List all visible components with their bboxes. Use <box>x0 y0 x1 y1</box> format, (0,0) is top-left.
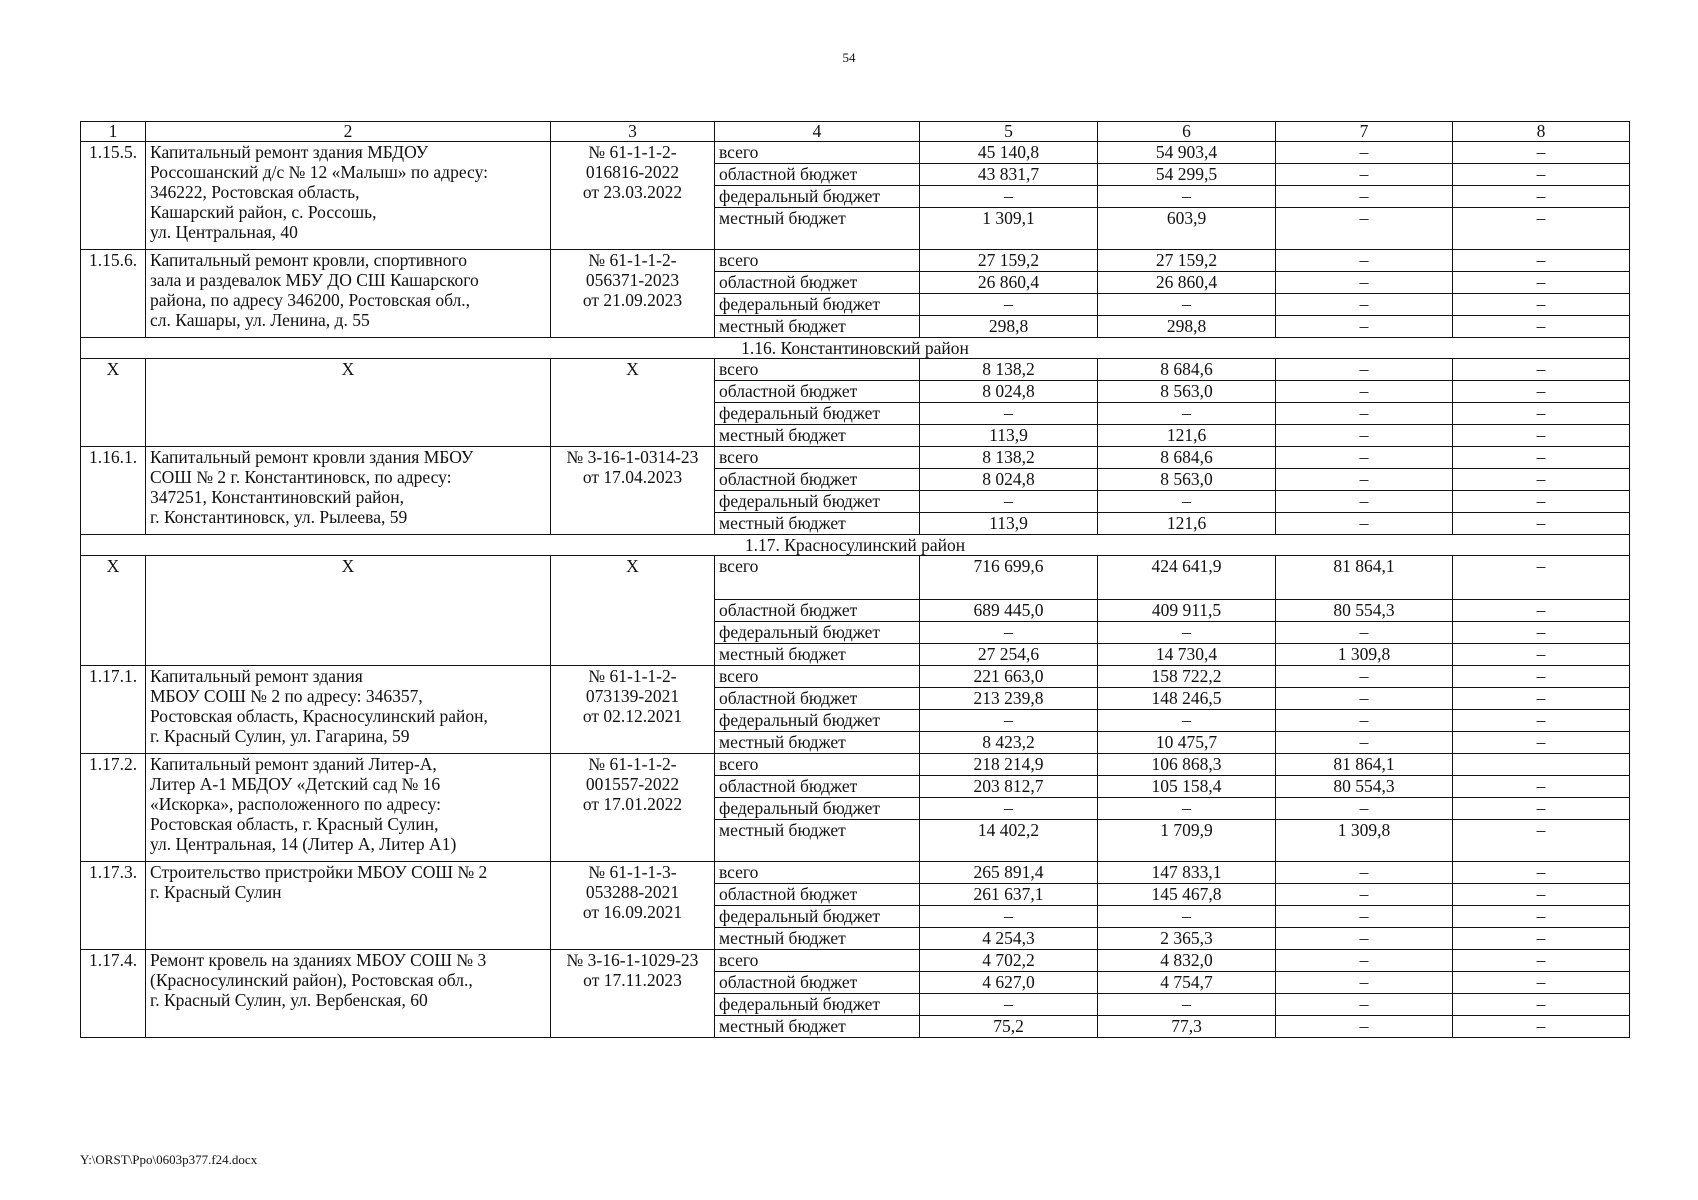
budget-source-label: всего <box>715 359 920 381</box>
budget-source-label: федеральный бюджет <box>715 491 920 513</box>
value-cell: – <box>1453 164 1630 186</box>
document-line: 073139-2021 <box>585 686 680 706</box>
value-cell: 26 860,4 <box>920 272 1098 294</box>
value-cell: 80 554,3 <box>1276 600 1453 622</box>
value-cell: – <box>1453 272 1630 294</box>
section-heading-row <box>81 535 1630 556</box>
value-cell: – <box>1098 798 1276 820</box>
budget-source-label: всего <box>715 250 920 272</box>
budget-source-label: местный бюджет <box>715 316 920 338</box>
value-cell: – <box>1453 884 1630 906</box>
value-cell: – <box>1453 1016 1630 1038</box>
item-number: 1.17.3. <box>81 862 146 950</box>
description-line: СОШ № 2 г. Константиновск, по адресу: <box>150 467 452 487</box>
header-cell: 3 <box>551 122 715 142</box>
value-cell: 603,9 <box>1098 208 1276 250</box>
description-line: Литер А-1 МБДОУ «Детский сад № 16 <box>150 774 441 794</box>
document-reference <box>551 862 715 950</box>
value-cell: – <box>1276 862 1453 884</box>
value-cell: 8 563,0 <box>1098 381 1276 403</box>
budget-source-label: всего <box>715 447 920 469</box>
budget-source-label: федеральный бюджет <box>715 906 920 928</box>
document-reference <box>551 447 715 535</box>
document-line: № 61-1-1-3- <box>588 862 677 882</box>
value-cell: 77,3 <box>1098 1016 1276 1038</box>
table-row <box>81 950 1630 972</box>
value-cell: – <box>1453 798 1630 820</box>
budget-source-label: федеральный бюджет <box>715 710 920 732</box>
item-number: 1.15.5. <box>81 142 146 250</box>
budget-source-label: местный бюджет <box>715 425 920 447</box>
item-description <box>146 556 551 666</box>
value-cell: 4 754,7 <box>1098 972 1276 994</box>
description-line: Капитальный ремонт здания МБДОУ <box>150 142 429 162</box>
budget-source-label: областной бюджет <box>715 272 920 294</box>
budget-source-label: федеральный бюджет <box>715 994 920 1016</box>
value-cell: 121,6 <box>1098 513 1276 535</box>
budget-source-label: всего <box>715 754 920 776</box>
value-cell: – <box>1453 447 1630 469</box>
value-cell: 147 833,1 <box>1098 862 1276 884</box>
value-cell: 8 138,2 <box>920 359 1098 381</box>
value-cell: – <box>1276 950 1453 972</box>
header-cell: 5 <box>920 122 1098 142</box>
document-line: от 21.09.2023 <box>582 290 683 310</box>
description-line: 347251, Константиновский район, <box>150 487 404 507</box>
value-cell: – <box>1276 316 1453 338</box>
value-cell: – <box>1276 928 1453 950</box>
value-cell: – <box>1276 425 1453 447</box>
budget-table <box>80 121 1630 1038</box>
value-cell: – <box>1453 776 1630 798</box>
value-cell: 158 722,2 <box>1098 666 1276 688</box>
description-line: Кашарский район, с. Россошь, <box>150 202 377 222</box>
document-line: от 23.03.2022 <box>582 182 683 202</box>
description-line: района, по адресу 346200, Ростовская обл., <box>150 290 471 310</box>
value-cell: – <box>1453 950 1630 972</box>
value-cell: 54 299,5 <box>1098 164 1276 186</box>
value-cell: 4 254,3 <box>920 928 1098 950</box>
value-cell: 27 159,2 <box>920 250 1098 272</box>
description-line: Капитальный ремонт кровли здания МБОУ <box>150 447 474 467</box>
value-cell: – <box>1276 294 1453 316</box>
value-cell <box>1453 754 1630 776</box>
value-cell: – <box>1276 710 1453 732</box>
value-cell: – <box>1098 710 1276 732</box>
document-reference <box>551 142 715 250</box>
table-row <box>81 142 1630 164</box>
value-cell: – <box>1453 732 1630 754</box>
table-row <box>81 556 1630 600</box>
value-cell: 75,2 <box>920 1016 1098 1038</box>
value-cell: – <box>1276 447 1453 469</box>
description-line: г. Красный Сулин <box>150 882 282 902</box>
value-cell: 8 138,2 <box>920 447 1098 469</box>
value-cell: – <box>1453 666 1630 688</box>
value-cell: – <box>1453 622 1630 644</box>
value-cell: – <box>1276 1016 1453 1038</box>
value-cell: – <box>1453 142 1630 164</box>
value-cell: 298,8 <box>920 316 1098 338</box>
value-cell: – <box>1453 994 1630 1016</box>
item-description <box>146 142 551 250</box>
value-cell: 1 709,9 <box>1098 820 1276 862</box>
value-cell: – <box>1453 972 1630 994</box>
budget-source-label: местный бюджет <box>715 513 920 535</box>
value-cell: – <box>1276 513 1453 535</box>
item-number: 1.15.6. <box>81 250 146 338</box>
value-cell: – <box>1453 208 1630 250</box>
value-cell: – <box>1098 622 1276 644</box>
document-reference <box>551 556 715 666</box>
value-cell: – <box>1276 403 1453 425</box>
document-reference <box>551 666 715 754</box>
table-row <box>81 359 1630 381</box>
budget-source-label: областной бюджет <box>715 688 920 710</box>
value-cell: – <box>920 906 1098 928</box>
value-cell: 54 903,4 <box>1098 142 1276 164</box>
value-cell: 14 730,4 <box>1098 644 1276 666</box>
item-number: 1.16.1. <box>81 447 146 535</box>
value-cell: 298,8 <box>1098 316 1276 338</box>
item-description <box>146 447 551 535</box>
document-line: № 61-1-1-2- <box>588 142 677 162</box>
item-number: 1.17.2. <box>81 754 146 862</box>
value-cell: – <box>1276 666 1453 688</box>
value-cell: – <box>1453 469 1630 491</box>
value-cell: – <box>1098 906 1276 928</box>
value-cell: 26 860,4 <box>1098 272 1276 294</box>
value-cell: – <box>1453 644 1630 666</box>
budget-source-label: всего <box>715 556 920 600</box>
value-cell: – <box>1453 906 1630 928</box>
value-cell: 716 699,6 <box>920 556 1098 600</box>
value-cell: – <box>1276 469 1453 491</box>
description-line: сл. Кашары, ул. Ленина, д. 55 <box>150 310 370 330</box>
value-cell: – <box>1276 906 1453 928</box>
value-cell: – <box>1276 798 1453 820</box>
value-cell: – <box>1276 272 1453 294</box>
description-line: г. Константиновск, ул. Рылеева, 59 <box>150 507 408 527</box>
value-cell: 4 627,0 <box>920 972 1098 994</box>
value-cell: – <box>1453 688 1630 710</box>
value-cell: – <box>920 710 1098 732</box>
value-cell: 1 309,8 <box>1276 820 1453 862</box>
value-cell: – <box>1098 994 1276 1016</box>
description-line: Х <box>341 556 355 576</box>
value-cell: 27 159,2 <box>1098 250 1276 272</box>
value-cell: 2 365,3 <box>1098 928 1276 950</box>
value-cell: – <box>1453 250 1630 272</box>
value-cell: – <box>1453 928 1630 950</box>
value-cell: 148 246,5 <box>1098 688 1276 710</box>
budget-source-label: всего <box>715 666 920 688</box>
value-cell: – <box>1453 862 1630 884</box>
description-line: г. Красный Сулин, ул. Вербенская, 60 <box>150 990 428 1010</box>
value-cell: – <box>1276 359 1453 381</box>
value-cell: 4 832,0 <box>1098 950 1276 972</box>
value-cell: 1 309,8 <box>1276 644 1453 666</box>
header-row <box>81 122 1630 142</box>
budget-source-label: областной бюджет <box>715 469 920 491</box>
value-cell: – <box>1453 513 1630 535</box>
value-cell: – <box>1276 622 1453 644</box>
document-line: № 61-1-1-2- <box>588 754 677 774</box>
value-cell: 409 911,5 <box>1098 600 1276 622</box>
value-cell: – <box>920 622 1098 644</box>
value-cell: 43 831,7 <box>920 164 1098 186</box>
document-line: Х <box>626 359 639 379</box>
value-cell: 105 158,4 <box>1098 776 1276 798</box>
value-cell: 221 663,0 <box>920 666 1098 688</box>
header-cell: 1 <box>81 122 146 142</box>
budget-source-label: местный бюджет <box>715 208 920 250</box>
page-number: 54 <box>842 50 856 65</box>
document-reference <box>551 250 715 338</box>
value-cell: – <box>1453 403 1630 425</box>
document-reference <box>551 359 715 447</box>
value-cell: – <box>920 403 1098 425</box>
value-cell: – <box>1098 403 1276 425</box>
document-line: № 3-16-1-1029-23 <box>566 950 699 970</box>
item-description <box>146 950 551 1038</box>
budget-source-label: местный бюджет <box>715 820 920 862</box>
item-description <box>146 862 551 950</box>
document-line: 016816-2022 <box>585 162 680 182</box>
document-line: 001557-2022 <box>585 774 680 794</box>
value-cell: – <box>1276 381 1453 403</box>
header-cell: 8 <box>1453 122 1630 142</box>
value-cell: 265 891,4 <box>920 862 1098 884</box>
description-line: Капитальный ремонт здания <box>150 666 363 686</box>
description-line: Капитальный ремонт зданий Литер-А, <box>150 754 437 774</box>
document-line: № 61-1-1-2- <box>588 666 677 686</box>
description-line: Ремонт кровель на зданиях МБОУ СОШ № 3 <box>150 950 487 970</box>
value-cell: 8 024,8 <box>920 381 1098 403</box>
document-line: № 3-16-1-0314-23 <box>566 447 699 467</box>
value-cell: – <box>1453 820 1630 862</box>
item-number: 1.17.4. <box>81 950 146 1038</box>
table-row <box>81 666 1630 688</box>
value-cell: – <box>1453 556 1630 600</box>
value-cell: – <box>1276 186 1453 208</box>
value-cell: 145 467,8 <box>1098 884 1276 906</box>
value-cell: – <box>1453 710 1630 732</box>
value-cell: 106 868,3 <box>1098 754 1276 776</box>
document-line: от 17.11.2023 <box>583 970 682 990</box>
document-line: от 17.04.2023 <box>582 467 683 487</box>
value-cell: 27 254,6 <box>920 644 1098 666</box>
value-cell: – <box>1453 491 1630 513</box>
budget-source-label: всего <box>715 862 920 884</box>
item-number: Х <box>81 359 146 447</box>
value-cell: – <box>1276 491 1453 513</box>
description-line: (Красносулинский район), Ростовская обл., <box>150 970 473 990</box>
document-reference <box>551 754 715 862</box>
document-reference <box>551 950 715 1038</box>
value-cell: 10 475,7 <box>1098 732 1276 754</box>
description-line: 346222, Ростовская область, <box>150 182 360 202</box>
document-line: Х <box>626 556 639 576</box>
value-cell: 81 864,1 <box>1276 754 1453 776</box>
item-description <box>146 754 551 862</box>
budget-source-label: федеральный бюджет <box>715 186 920 208</box>
description-line: Ростовская область, г. Красный Сулин, <box>150 814 439 834</box>
budget-source-label: федеральный бюджет <box>715 403 920 425</box>
description-line: ул. Центральная, 40 <box>150 222 298 242</box>
value-cell: – <box>1276 208 1453 250</box>
value-cell: 8 563,0 <box>1098 469 1276 491</box>
value-cell: 4 702,2 <box>920 950 1098 972</box>
item-description <box>146 250 551 338</box>
description-line: ул. Центральная, 14 (Литер А, Литер А1) <box>150 834 457 854</box>
budget-source-label: областной бюджет <box>715 776 920 798</box>
value-cell: 121,6 <box>1098 425 1276 447</box>
budget-source-label: федеральный бюджет <box>715 294 920 316</box>
document-line: от 02.12.2021 <box>582 706 683 726</box>
value-cell: – <box>1453 600 1630 622</box>
description-line: Х <box>341 359 355 379</box>
description-line: Россошанский д/с № 12 «Малыш» по адресу: <box>150 162 488 182</box>
value-cell: – <box>920 294 1098 316</box>
value-cell: 1 309,1 <box>920 208 1098 250</box>
budget-source-label: местный бюджет <box>715 644 920 666</box>
value-cell: – <box>920 186 1098 208</box>
value-cell: 218 214,9 <box>920 754 1098 776</box>
value-cell: – <box>920 491 1098 513</box>
document-line: 056371-2023 <box>585 270 680 290</box>
value-cell: – <box>1453 381 1630 403</box>
value-cell: 424 641,9 <box>1098 556 1276 600</box>
table-row <box>81 250 1630 272</box>
section-heading-row <box>81 338 1630 359</box>
document-line: № 61-1-1-2- <box>588 250 677 270</box>
header-cell: 2 <box>146 122 551 142</box>
budget-source-label: федеральный бюджет <box>715 798 920 820</box>
budget-source-label: местный бюджет <box>715 732 920 754</box>
value-cell: 8 684,6 <box>1098 359 1276 381</box>
value-cell: 113,9 <box>920 513 1098 535</box>
item-description <box>146 666 551 754</box>
value-cell: – <box>1453 186 1630 208</box>
value-cell: – <box>1098 491 1276 513</box>
budget-source-label: областной бюджет <box>715 381 920 403</box>
description-line: зала и раздевалок МБУ ДО СШ Кашарского <box>150 270 479 290</box>
budget-source-label: областной бюджет <box>715 164 920 186</box>
value-cell: – <box>1276 250 1453 272</box>
value-cell: 113,9 <box>920 425 1098 447</box>
value-cell: 45 140,8 <box>920 142 1098 164</box>
item-description <box>146 359 551 447</box>
budget-source-label: областной бюджет <box>715 600 920 622</box>
value-cell: – <box>920 994 1098 1016</box>
section-title: 1.17. Красносулинский район <box>81 535 1630 556</box>
budget-source-label: местный бюджет <box>715 928 920 950</box>
value-cell: 80 554,3 <box>1276 776 1453 798</box>
value-cell: 203 812,7 <box>920 776 1098 798</box>
header-cell: 6 <box>1098 122 1276 142</box>
value-cell: 81 864,1 <box>1276 556 1453 600</box>
table-row <box>81 862 1630 884</box>
description-line: Ростовская область, Красносулинский район, <box>150 706 488 726</box>
value-cell: 8 684,6 <box>1098 447 1276 469</box>
description-line: Строительство пристройки МБОУ СОШ № 2 <box>150 862 488 882</box>
budget-source-label: всего <box>715 950 920 972</box>
document-line: 053288-2021 <box>585 882 680 902</box>
value-cell: – <box>1098 186 1276 208</box>
description-line: МБОУ СОШ № 2 по адресу: 346357, <box>150 686 423 706</box>
value-cell: – <box>1098 294 1276 316</box>
description-line: г. Красный Сулин, ул. Гагарина, 59 <box>150 726 410 746</box>
document-line: от 17.01.2022 <box>582 794 683 814</box>
value-cell: – <box>1276 732 1453 754</box>
value-cell: 14 402,2 <box>920 820 1098 862</box>
value-cell: – <box>1453 294 1630 316</box>
value-cell: – <box>1453 425 1630 447</box>
item-number: Х <box>81 556 146 666</box>
value-cell: – <box>1276 688 1453 710</box>
header-cell: 7 <box>1276 122 1453 142</box>
value-cell: – <box>1453 316 1630 338</box>
value-cell: – <box>920 798 1098 820</box>
value-cell: 689 445,0 <box>920 600 1098 622</box>
description-line: «Искорка», расположенного по адресу: <box>150 794 441 814</box>
section-title: 1.16. Константиновский район <box>81 338 1630 359</box>
budget-source-label: всего <box>715 142 920 164</box>
value-cell: – <box>1276 994 1453 1016</box>
value-cell: 213 239,8 <box>920 688 1098 710</box>
item-number: 1.17.1. <box>81 666 146 754</box>
file-path-footer: Y:\ORST\Ppo\0603p377.f24.docx <box>80 1152 258 1167</box>
value-cell: – <box>1276 142 1453 164</box>
value-cell: – <box>1276 164 1453 186</box>
budget-source-label: областной бюджет <box>715 972 920 994</box>
table-row <box>81 754 1630 776</box>
value-cell: 261 637,1 <box>920 884 1098 906</box>
value-cell: 8 423,2 <box>920 732 1098 754</box>
value-cell: 8 024,8 <box>920 469 1098 491</box>
value-cell: – <box>1276 972 1453 994</box>
header-cell: 4 <box>715 122 920 142</box>
table-row <box>81 447 1630 469</box>
description-line: Капитальный ремонт кровли, спортивного <box>150 250 467 270</box>
document-line: от 16.09.2021 <box>582 902 683 922</box>
value-cell: – <box>1276 884 1453 906</box>
budget-source-label: местный бюджет <box>715 1016 920 1038</box>
budget-source-label: федеральный бюджет <box>715 622 920 644</box>
value-cell: – <box>1453 359 1630 381</box>
budget-source-label: областной бюджет <box>715 884 920 906</box>
